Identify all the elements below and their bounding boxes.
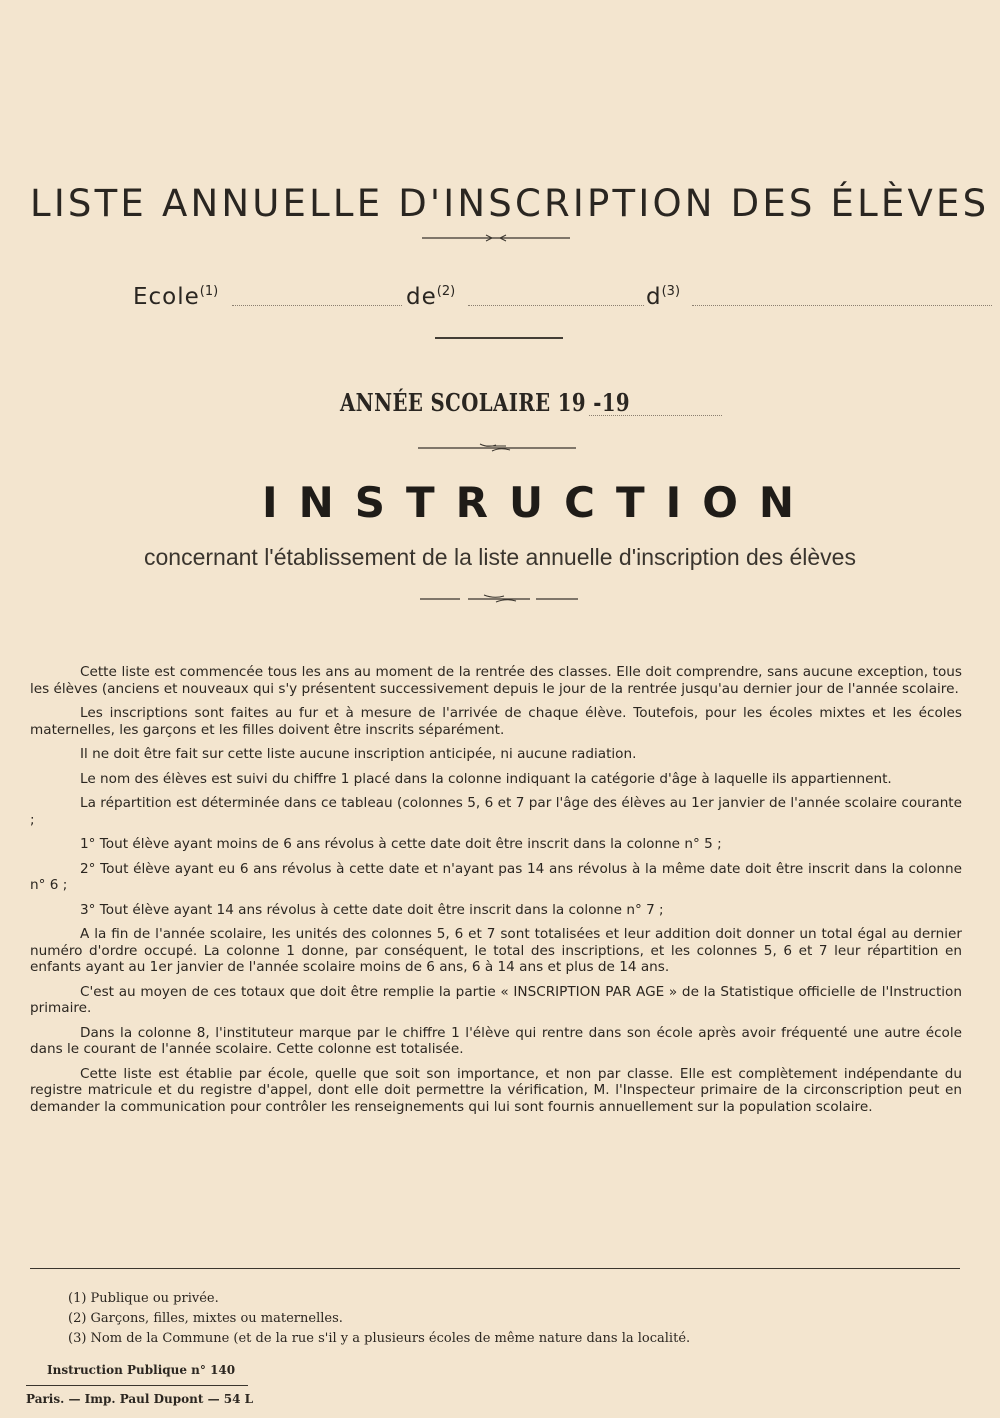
paragraph: C'est au moyen de ces totaux que doit être remplie la partie « INSCRIPTION PAR AGE » de la Statistique officielle de l'Instruction primaire.: [30, 983, 962, 1016]
instruction-subtitle: concernant l'établissement de la liste annuelle d'inscription des élèves: [144, 544, 856, 570]
d-label: $d^{(3)}$: [646, 284, 681, 310]
ecole-label: Ecole$^{(1)}$: [133, 284, 219, 310]
paragraph: A la fin de l'année scolaire, les unités des colonnes 5, 6 et 7 sont totalisées et leur addition doit donner un total égal au dernier numéro d'ordre occupé. La colonne 1 donne, par conséquent, le total des inscriptions, et les colonnes 5, 6 et 7 leur répartition en enfants ayant au 1er janvier de l'année scolaire moins de 6 ans, 6 à 14 ans et plus de 14 ans.: [30, 926, 962, 975]
footnotes: [68, 1289, 948, 1349]
paragraph: Cette liste est établie par école, quelle que soit son importance, et non par classe. Elle est complètement indépendante du registre matricule et du registre d'appel, dont elle doit permettre la vérification, M. l'Inspecteur primaire de la circonscription peut en demander la communication pour contrôler les renseignements qui lui sont fournis annuellement sur la population scolaire.: [30, 1065, 962, 1115]
footnote: (2) Garçons, filles, mixtes ou maternelles.: [68, 1311, 343, 1326]
paragraph: 3° Tout élève ayant 14 ans révolus à cette date doit être inscrit dans la colonne n° 7 ;: [80, 901, 664, 918]
instruction-body: [30, 664, 962, 1123]
printer-imprint: Paris. — Imp. Paul Dupont — 54 L: [26, 1392, 254, 1406]
form-reference: Instruction Publique n° 140: [47, 1363, 236, 1377]
short-rule: [435, 336, 565, 340]
paragraph: 1° Tout élève ayant moins de 6 ans révolus à cette date doit être inscrit dans la colonne n° 5 ;: [80, 836, 722, 852]
paragraph: Les inscriptions sont faites au fur et à mesure de l'arrivée de chaque élève. Toutefois, pour les écoles mixtes et les écoles maternelles, les garçons et les filles doivent être inscrits séparément.: [30, 705, 962, 738]
ecole-field[interactable]: [232, 305, 402, 306]
paragraph: Le nom des élèves est suivi du chiffre 1 placé dans la colonne indiquant la catégorie d'âge à laquelle ils appartiennent.: [80, 770, 892, 787]
annee-scolaire: ANNÉE SCOLAIRE 19 -19: [340, 388, 631, 417]
ornament-divider-middle: [416, 441, 578, 455]
paragraph: Cette liste est commencée tous les ans au moment de la rentrée des classes. Elle doit comprendre, sans aucune exception, tous les élèves (anciens et nouveaux qui s'y présentent successivement depuis le jour de la rentrée jusqu'au dernier jour de l'année scolaire.: [30, 664, 962, 697]
document-title: LISTE ANNUELLE D'INSCRIPTION DES ÉLÈVES: [30, 182, 990, 225]
ornament-divider-top: [420, 232, 572, 244]
ornament-divider-lower: [418, 592, 580, 606]
paragraph: Il ne doit être fait sur cette liste aucune inscription anticipée, ni aucune radiation.: [80, 746, 637, 762]
printer-separator: [26, 1385, 248, 1386]
annee-field-line[interactable]: [589, 415, 722, 416]
de-label: $de^{(2)}$: [406, 284, 456, 310]
de-field[interactable]: [468, 305, 644, 306]
footnote: (1) Publique ou privée.: [68, 1291, 219, 1306]
school-fields: [0, 282, 1000, 322]
paragraph: Dans la colonne 8, l'instituteur marque par le chiffre 1 l'élève qui rentre dans son école après avoir fréquenté une autre école dans le courant de l'année scolaire. Cette colonne est totalisée.: [30, 1024, 962, 1057]
d-field[interactable]: [692, 305, 992, 306]
paragraph: 2° Tout élève ayant eu 6 ans révolus à cette date et n'ayant pas 14 ans révolus à la même date doit être inscrit dans la colonne n° 6 ;: [30, 860, 962, 893]
footnote: (3) Nom de la Commune (et de la rue s'il y a plusieurs écoles de même nature dans la localité.: [68, 1331, 691, 1346]
paragraph: La répartition est déterminée dans ce tableau (colonnes 5, 6 et 7 par l'âge des élèves au 1er janvier de l'année scolaire courante ;: [30, 795, 962, 828]
instruction-heading: INSTRUCTION: [262, 478, 816, 527]
footnote-separator: [30, 1268, 960, 1269]
